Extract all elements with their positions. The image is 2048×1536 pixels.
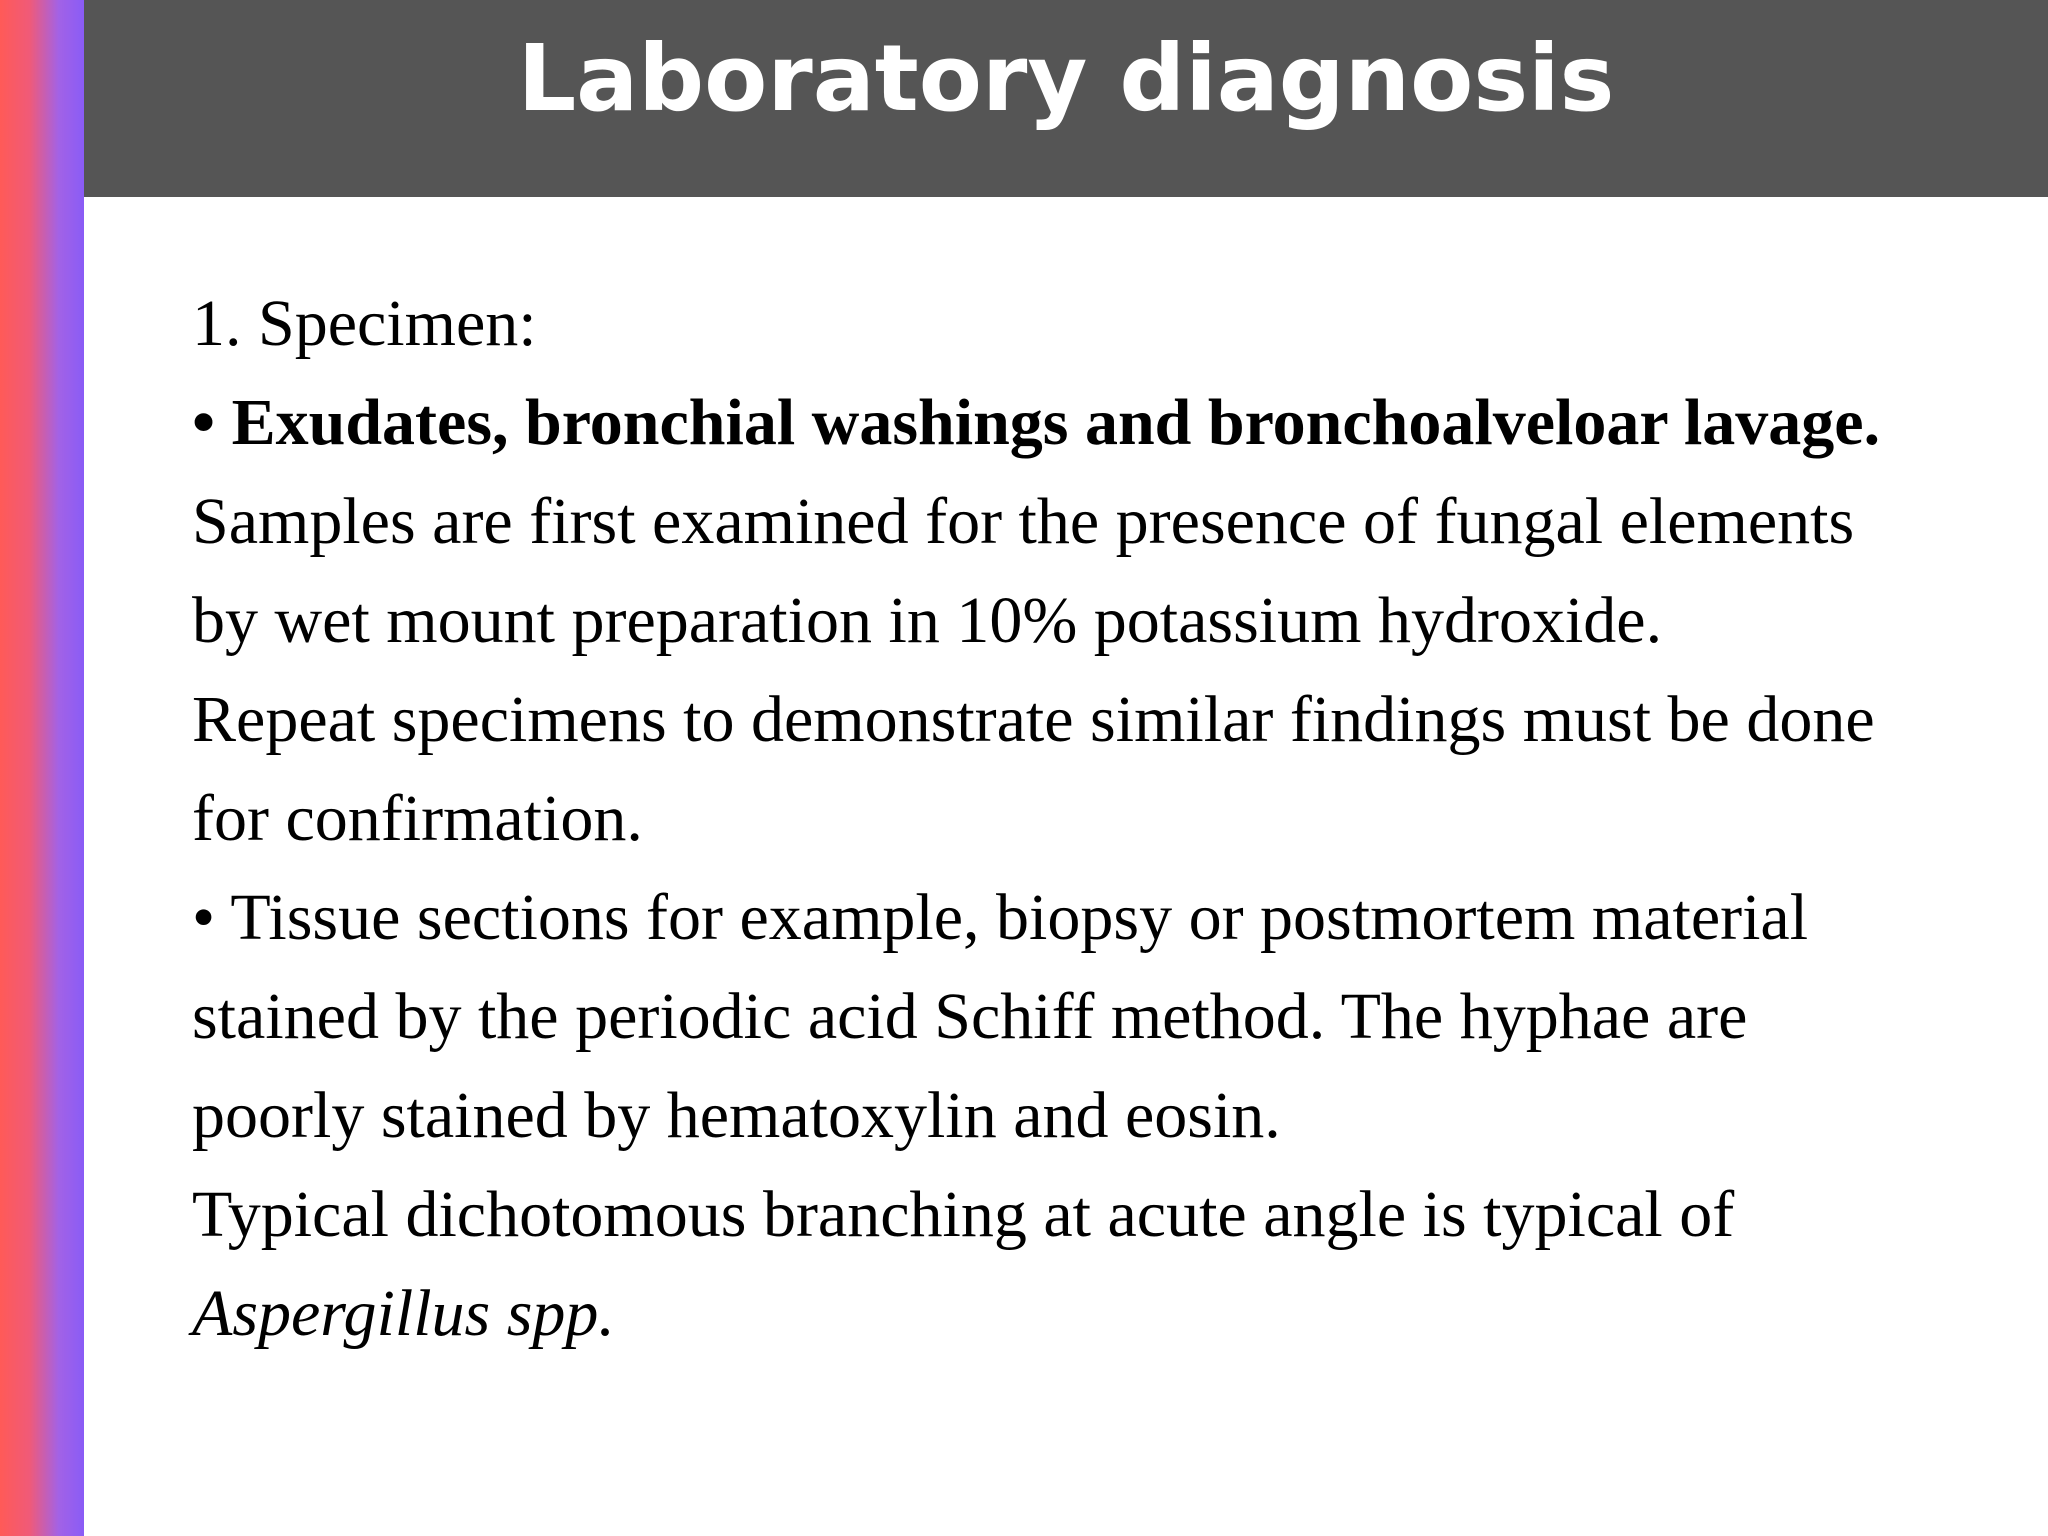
slide-title: Laboratory diagnosis bbox=[517, 25, 1615, 132]
species-name: Aspergillus spp. bbox=[192, 1277, 615, 1350]
bullet-exudates: • Exudates, bronchial washings and bronchoalveloar lavage. bbox=[192, 386, 1881, 459]
title-bar bbox=[84, 0, 2048, 197]
side-accent-bar bbox=[0, 0, 84, 1536]
bullet-tissue-sections: • Tissue sections for example, biopsy or postmortem material bbox=[192, 881, 1809, 954]
paragraph-line: stained by the periodic acid Schiff method. The hyphae are bbox=[192, 980, 1748, 1053]
paragraph-line: by wet mount preparation in 10% potassium hydroxide. bbox=[192, 584, 1663, 657]
paragraph-line: Repeat specimens to demonstrate similar findings must be done bbox=[192, 683, 1875, 756]
paragraph-line: Samples are first examined for the presence of fungal elements bbox=[192, 485, 1855, 558]
paragraph-line: poorly stained by hematoxylin and eosin. bbox=[192, 1079, 1281, 1152]
paragraph-line: for confirmation. bbox=[192, 782, 643, 855]
slide-body bbox=[192, 274, 1992, 1363]
specimen-heading: 1. Specimen: bbox=[192, 287, 537, 360]
paragraph-line: Typical dichotomous branching at acute angle is typical of bbox=[192, 1178, 1735, 1251]
